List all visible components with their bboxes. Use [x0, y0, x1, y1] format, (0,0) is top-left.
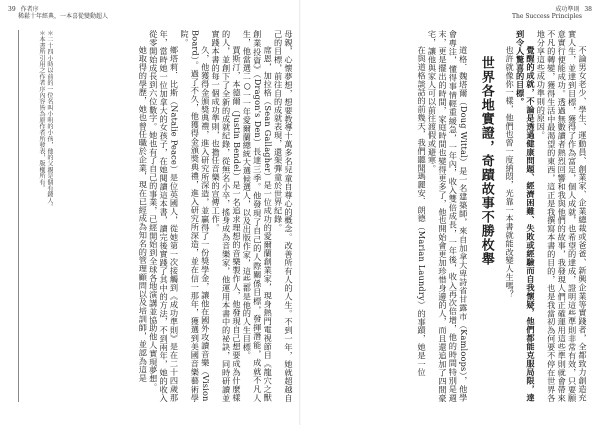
- right-page-subtitle: The Success Principles: [512, 13, 582, 20]
- right-paragraph-4: 在與道格談話的前幾天，我們聽聞瑪麗安．朗德（Marian Laundry）的事蹟，她是一位: [417, 46, 428, 377]
- footnote-2: ＊本書所引用之作者序內容皆為原作者所發表，版權所有。: [38, 30, 45, 192]
- footnotes: [18, 30, 53, 402]
- right-page-body: [306, 30, 588, 402]
- page-gutter: [299, 0, 301, 425]
- right-bold-paragraph: 覺醒的成就，不論是透過健康問題、經濟困難、失敗或經驗而自我懷疑，他們都能克服局限，達到令人驚喜的目標。: [515, 30, 536, 402]
- right-page-number: 38: [584, 6, 592, 13]
- left-page-number: 39: [8, 6, 16, 13]
- left-paragraph-2: 席恩，加拉格（Sean Gallagher）是一位成功的愛爾蘭創業家，現身熱門電視節目《龍穴之獸創業投資》（Dragon's Den）長達三季。他發現了自己的人際關係目標，發揮潛能，成就不凡人生，他當選二○一一年愛爾蘭總統大選候選人，以及出版作家，這些都是他的人生目標。: [242, 30, 274, 402]
- footnote-1: ＊二十四小時以前的一位名叫小明的小孩，他的父親是個有錢人。: [46, 30, 53, 210]
- left-paragraph-6: 她取得的學歷，她也曾任職於企業，現在已經成為知名的管理顧問以及培訓師，並認為這是: [138, 46, 149, 383]
- left-paragraph-1: 母親，心懷夢想，想要教導十萬多名兒童自尊心的概念。改善所有人的人生。不到一年，她就超越自己的目標，前往自的成就表現，還架彈童於世界紀錄。: [273, 30, 294, 402]
- right-page-header: [509, 6, 592, 20]
- left-page-section: 作者序: [20, 6, 39, 13]
- left-page-body: [58, 30, 294, 402]
- left-page-running-title: 稀鬆十年經典，一本喜從變動超人: [18, 13, 109, 20]
- right-paragraph-3: 道格．魏塔爾（Doug Wittal）是一名建築師，來自加拿大卑詩省甘露市（Kamloops），他學會專注，懂得事情輕重緩急，一年內，收入雙倍成長，一年後，收入再次倍增，他的時間特別是週末，更是擺出的時間，家庭時間也變得更多了，他也開始會更加珍惜身邊的人，而且還追加了四間豪宅，讓他與家人可以前往渡假或避寒。: [427, 30, 469, 402]
- right-paragraph-2: 也許就像你一樣，他們也曾一度納悶，光靠一本書就能改變人生嗎？: [505, 46, 516, 299]
- section-subheading: 世界各地實證，奇蹟故事不勝枚舉: [478, 56, 494, 266]
- left-paragraph-3: 賈斯汀，本德爾（Justin Bendel）是一名追求理想的音樂製作人，他發現自己想要成為什麼樣的人，並創下了全新的成就紀錄，從無名小卒，搖身成為音樂家，他運用本書中的祕訣，同時研讀並實踐本書的每一個成功準則，也擔任音樂的宣傳工作。: [211, 30, 242, 402]
- right-paragraph-1: 不論男女老少、學生、運動員、創業家、企業總裁或爸爸、新興企業等實踐者，全都致力創造充實人生，並達到目標，獲得了作為富足，個人成就，也希望的達成，證明這些準則非常有效，只要願意實行便能成功。透過無數讀者熱烈回響和我與他們的故事，我發現人們正確運用這些準則就會帶來不凡的轉變，獲得生活中最渴望的東西，這正是我撰寫本書的目的，也是我當初為何要不停在世界各地分享這些成功準則的原因。: [536, 30, 588, 402]
- left-page-header: [8, 6, 111, 20]
- left-paragraph-4: 久，他獲得金頒獎典禮，進入研究所深造，並贏得了一份獎學金，讓他在國外攻讀音樂（Vision Board）。過了不久，他獲得金頒獎典禮，進入研究所深造，並在信一那年，獲選到美國音樂藝術學院。: [179, 30, 211, 402]
- left-paragraph-5: 鄉塔莉．比斯（Natalie Peace）是位英國人，從她第一次接觸到《成功準則》是在二十四歲那年，當時她一位加拿大的女孩子，在她閱讀這本書，讀完後實踐了其中的方法，不到兩年，她的收入從零開始成長到六位數字。她也有了自己的事業，已經開始到全球各地演講並協助他人實現夢想。: [148, 30, 180, 402]
- right-page-title: 成功準則: [555, 6, 580, 13]
